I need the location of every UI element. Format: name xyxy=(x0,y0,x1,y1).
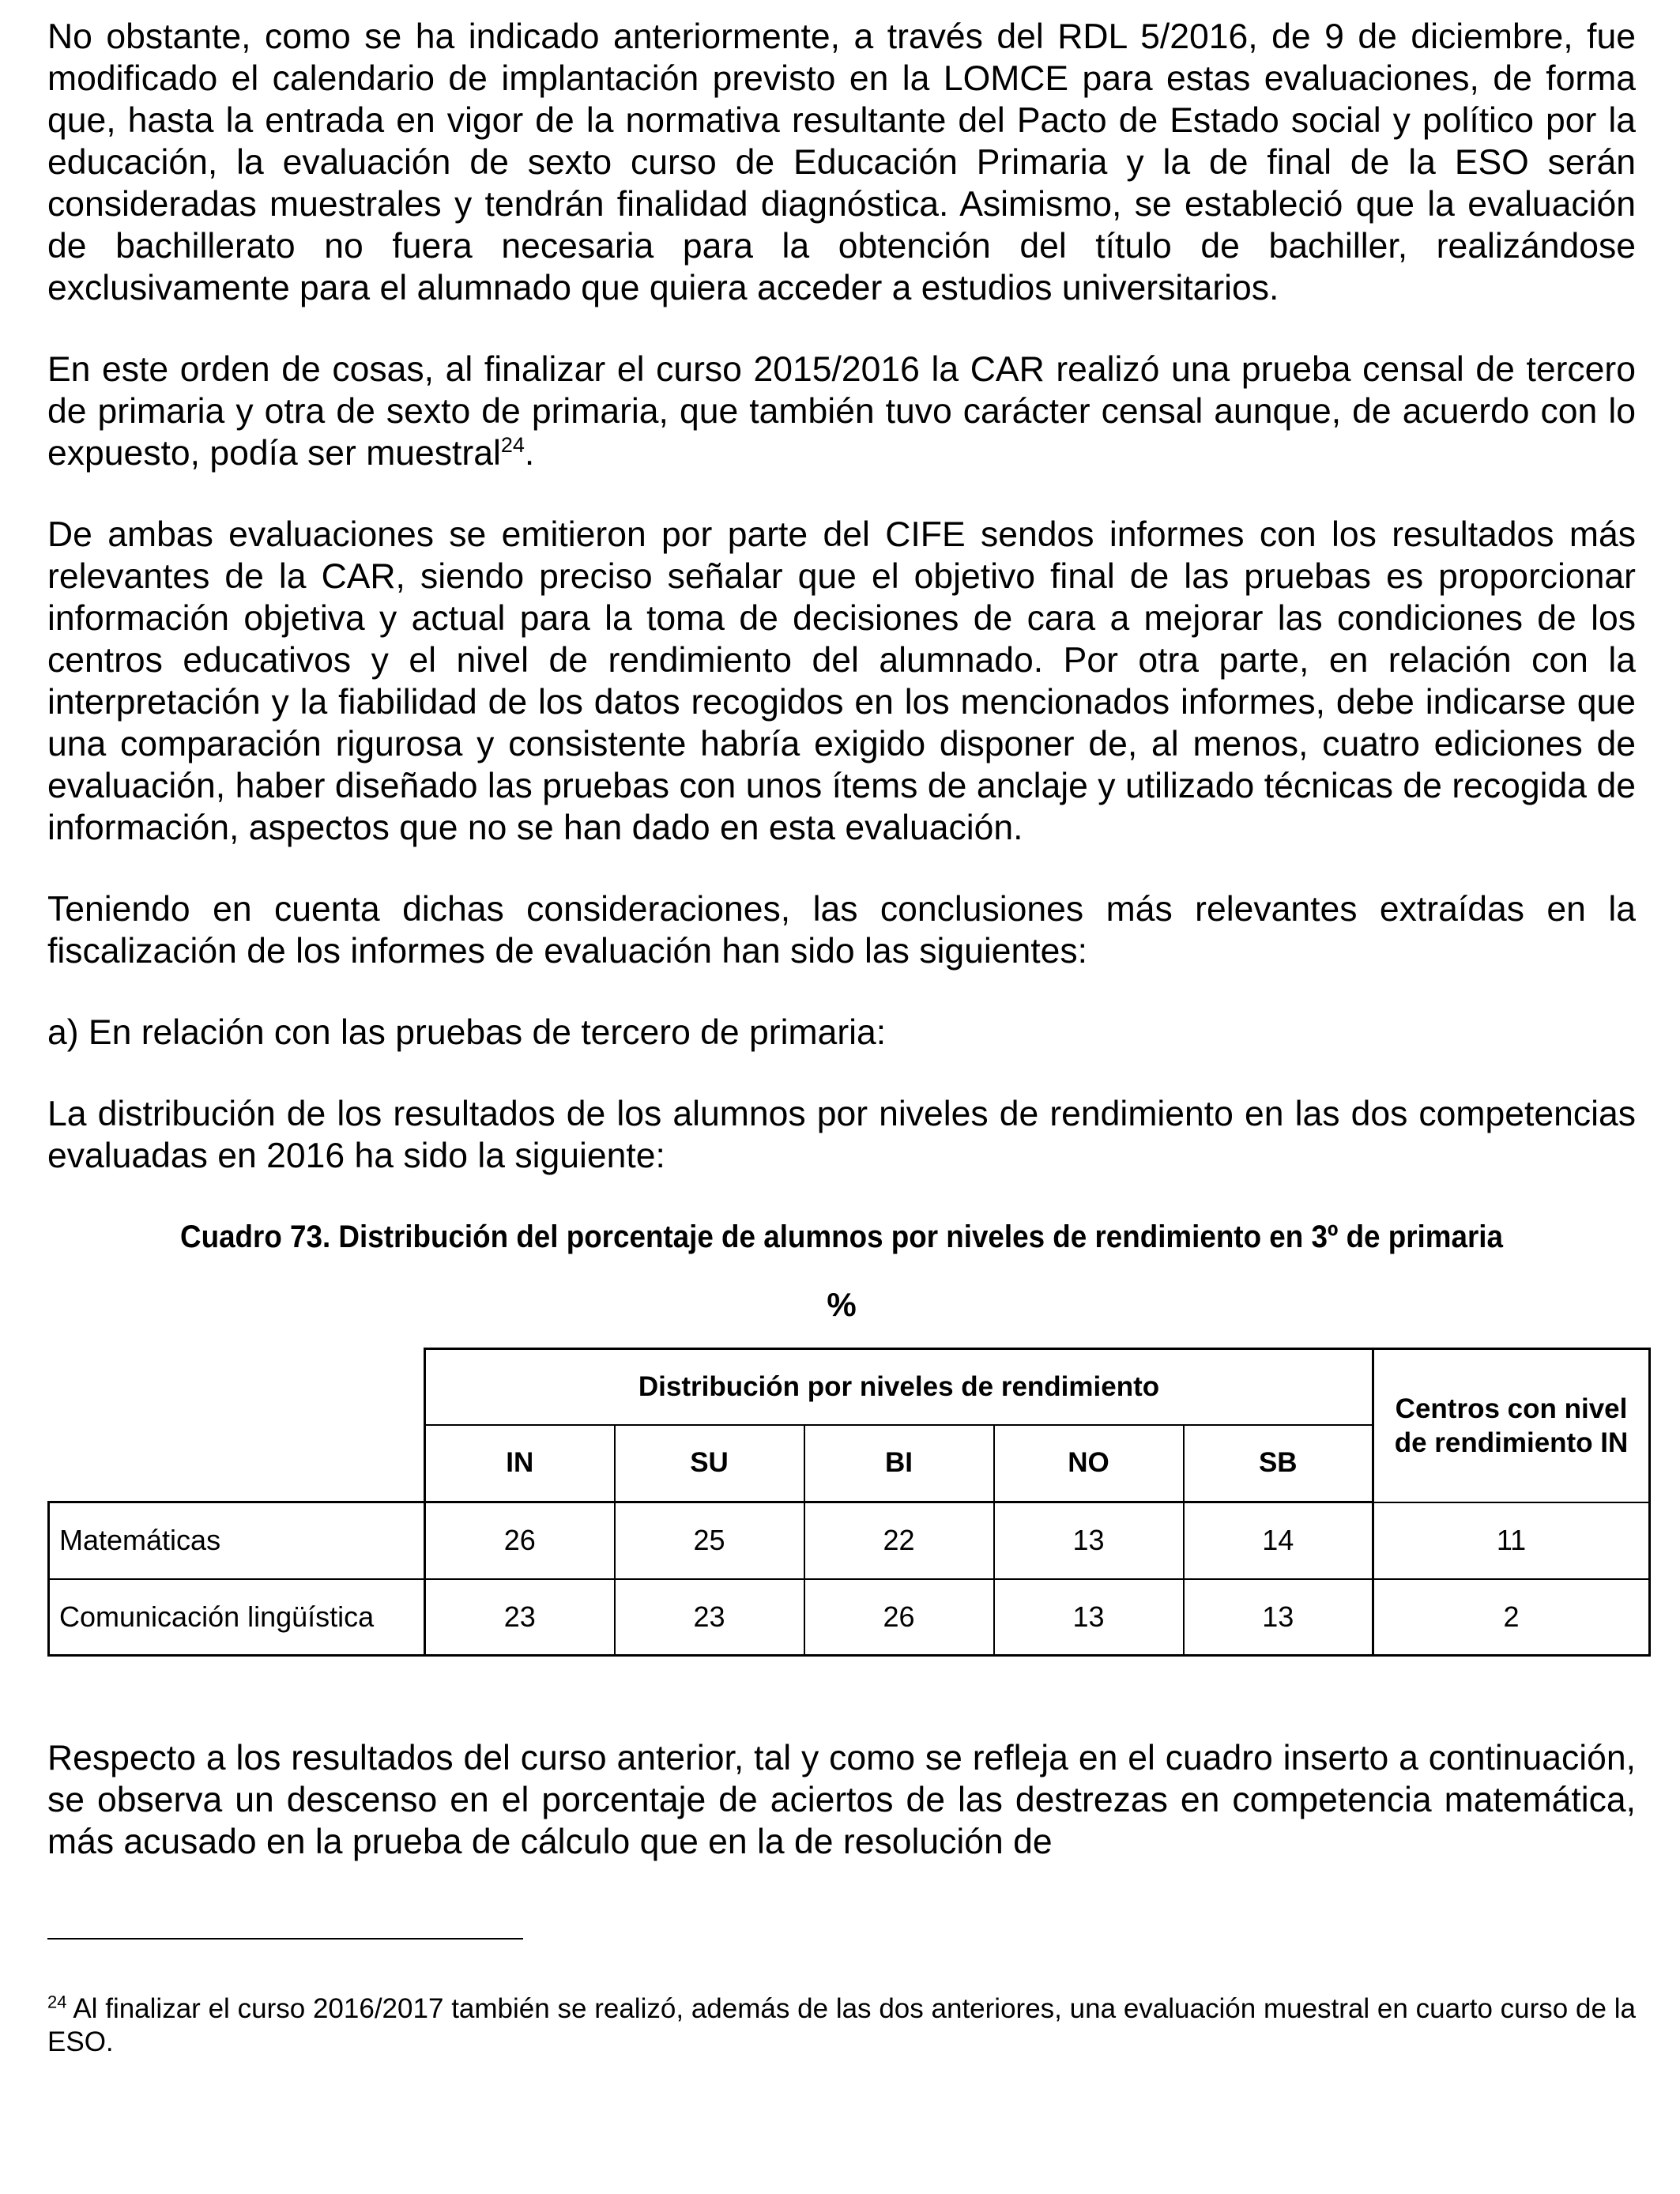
table-cell: 13 xyxy=(994,1579,1184,1656)
table-cell: 25 xyxy=(615,1502,804,1579)
table-row xyxy=(49,1579,1650,1656)
table-cell: 26 xyxy=(425,1502,615,1579)
table-cell: 13 xyxy=(994,1502,1184,1579)
footnote-number: 24 xyxy=(47,1992,67,2012)
centros-header: Centros con nivel de rendimiento IN xyxy=(1373,1349,1650,1502)
row-label-comunicacion: Comunicación lingüística xyxy=(49,1579,425,1656)
level-header-no: NO xyxy=(994,1425,1184,1502)
paragraph-rdl: No obstante, como se ha indicado anteriormente, a través del RDL 5/2016, de 9 de diciembre, fue modificado el calendario de implantación previsto en la LOMCE para estas evaluaciones, de forma que, hasta la entrada en vigor de la normativa resultante del Pacto de Estado social y político por la educación, la evaluación de sexto curso de Educación Primaria y la de final de la ESO serán consideradas muestrales y tendrán finalidad diagnóstica. Asimismo, se estableció que la evaluación de bachillerato no fuera necesaria para la obtención del título de bachiller, realizándose exclusivamente para el alumnado que quiera acceder a estudios universitarios. xyxy=(47,17,1636,307)
table-unit: % xyxy=(827,1286,857,1323)
footnote-reference: 24 xyxy=(500,433,525,458)
paragraph-informes-cife: De ambas evaluaciones se emitieron por parte del CIFE sendos informes con los resultados más relevantes de la CAR, siendo preciso señalar que el objetivo final de las pruebas es proporcionar información objetiva y actual para la toma de decisiones de cara a mejorar las condiciones de los centros educativos y el nivel de rendimiento del alumnado. Por otra parte, en relación con la interpretación y la fiabilidad de los datos recogidos en los mencionados informes, debe indicarse que una comparación rigurosa y consistente habría exigido disponer de, al menos, cuatro ediciones de evaluación, haber diseñado las pruebas con unos ítems de anclaje y utilizado técnicas de recogida de información, aspectos que no se han dado en esta evaluación. xyxy=(47,515,1636,847)
results-table xyxy=(47,1348,1651,1657)
footnote-separator xyxy=(47,1938,523,1940)
paragraph-end: . xyxy=(524,434,535,473)
table-cell: 22 xyxy=(804,1502,994,1579)
table-header-row-1 xyxy=(49,1349,1650,1425)
table-cell: 23 xyxy=(425,1579,615,1656)
level-header-in: IN xyxy=(425,1425,615,1502)
document-page xyxy=(47,16,1636,1863)
paragraph-text: En este orden de cosas, al finalizar el curso 2015/2016 la CAR realizó una prueba censal de tercero de primaria y otra de sexto de primaria, que también tuvo carácter censal aunque, de acuerdo con lo expuesto, podía ser muestral xyxy=(47,350,1636,473)
list-heading-a: a) En relación con las pruebas de tercero de primaria: xyxy=(47,1013,887,1052)
table-cell-centros: 2 xyxy=(1373,1579,1650,1656)
row-label-matematicas: Matemáticas xyxy=(49,1502,425,1579)
table-cell: 26 xyxy=(804,1579,994,1656)
paragraph-distribucion: La distribución de los resultados de los alumnos por niveles de rendimiento en las dos competencias evaluadas en 2016 ha sido la siguiente: xyxy=(47,1095,1636,1175)
footnote xyxy=(47,1992,1636,2059)
paragraph-pruebas-censales xyxy=(47,349,1636,474)
paragraph-curso-anterior: Respecto a los resultados del curso anterior, tal y como se refleja en el cuadro inserto a continuación, se observa un descenso en el porcentaje de aciertos de las destrezas en competencia matemática, más acusado en la prueba de cálculo que en la de resolución de xyxy=(47,1739,1636,1861)
footnote-text: Al finalizar el curso 2016/2017 también se realizó, además de las dos anteriores, una evaluación muestral en cuarto curso de la ESO. xyxy=(47,1993,1636,2057)
table-row xyxy=(49,1502,1650,1579)
level-header-sb: SB xyxy=(1184,1425,1373,1502)
group-header: Distribución por niveles de rendimiento xyxy=(425,1349,1373,1425)
table-caption: Cuadro 73. Distribución del porcentaje de alumnos por niveles de rendimiento en 3º de primaria xyxy=(180,1220,1503,1254)
level-header-bi: BI xyxy=(804,1425,994,1502)
table-cell: 23 xyxy=(615,1579,804,1656)
level-header-su: SU xyxy=(615,1425,804,1502)
table-cell: 13 xyxy=(1184,1579,1373,1656)
paragraph-consideraciones: Teniendo en cuenta dichas consideraciones, las conclusiones más relevantes extraídas en la fiscalización de los informes de evaluación han sido las siguientes: xyxy=(47,890,1636,971)
table-cell-centros: 11 xyxy=(1373,1502,1650,1579)
table-cell: 14 xyxy=(1184,1502,1373,1579)
empty-corner-cell xyxy=(49,1349,425,1502)
